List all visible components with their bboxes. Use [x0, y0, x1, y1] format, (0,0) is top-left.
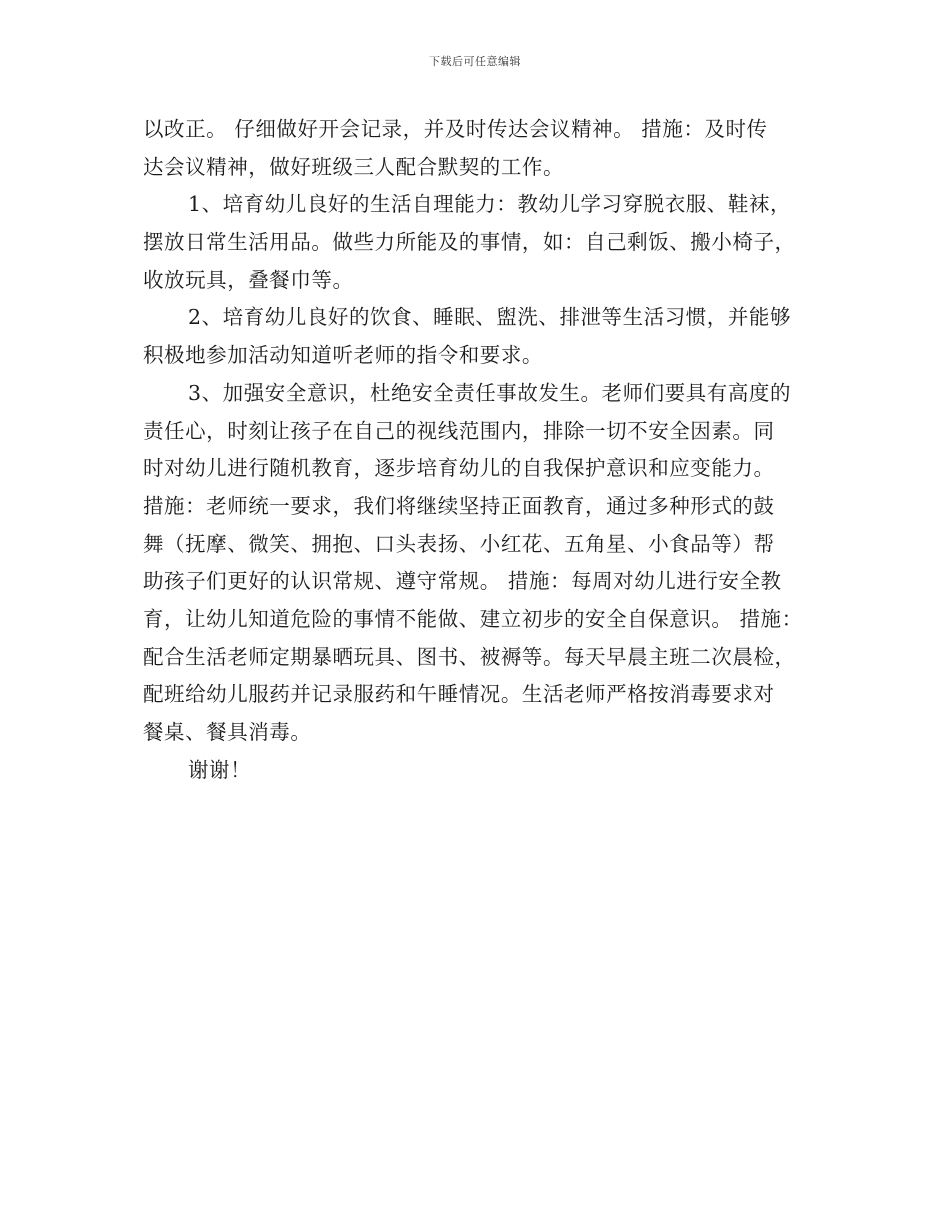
document-body — [143, 111, 811, 789]
text-line: 餐桌、餐具消毒。 — [143, 720, 312, 744]
text-line: 摆放日常生活用品。做些力所能及的事情，如：自己剩饭、搬小椅子， — [143, 230, 796, 255]
text-line: 达会议精神，做好班级三人配合默契的工作。 — [143, 154, 564, 179]
text-line: 配合生活老师定期暴晒玩具、图书、被褥等。每天早晨主班二次晨检， — [143, 644, 796, 669]
text-line: 收放玩具，叠餐巾等。 — [143, 267, 354, 292]
text-line: 舞（抚摩、微笑、拥抱、口头表扬、小红花、五角星、小食品等）帮 — [143, 531, 775, 556]
text-line: 措施：老师统一要求，我们将继续坚持正面教育，通过多种形式的鼓 — [143, 493, 775, 518]
page-header-note: 下载后可任意编辑 — [429, 55, 521, 68]
closing-thanks: 谢谢！ — [188, 757, 252, 782]
text-line: 育，让幼儿知道危险的事情不能做、建立初步的安全自保意识。 措施： — [143, 606, 803, 631]
text-line: 责任心，时刻让孩子在自己的视线范围内，排除一切不安全因素。同 — [143, 418, 775, 443]
text-line: 时对幼儿进行随机教育，逐步培育幼儿的自我保护意识和应变能力。 — [143, 456, 775, 481]
text-line: 3、加强安全意识，杜绝安全责任事故发生。老师们要具有高度的 — [188, 380, 791, 405]
text-line: 2、培育幼儿良好的饮食、睡眠、盥洗、排泄等生活习惯，并能够 — [188, 305, 791, 330]
text-line: 以改正。 仔细做好开会记录，并及时传达会议精神。 措施：及时传 — [143, 117, 768, 141]
text-line: 1、培育幼儿良好的生活自理能力：教幼儿学习穿脱衣服、鞋袜， — [188, 192, 791, 217]
text-line: 配班给幼儿服药并记录服药和午睡情况。生活老师严格按消毒要求对 — [143, 682, 775, 707]
text-line: 积极地参加活动知道听老师的指令和要求。 — [143, 343, 543, 368]
text-line: 助孩子们更好的认识常规、遵守常规。 措施：每周对幼儿进行安全教 — [143, 569, 782, 594]
